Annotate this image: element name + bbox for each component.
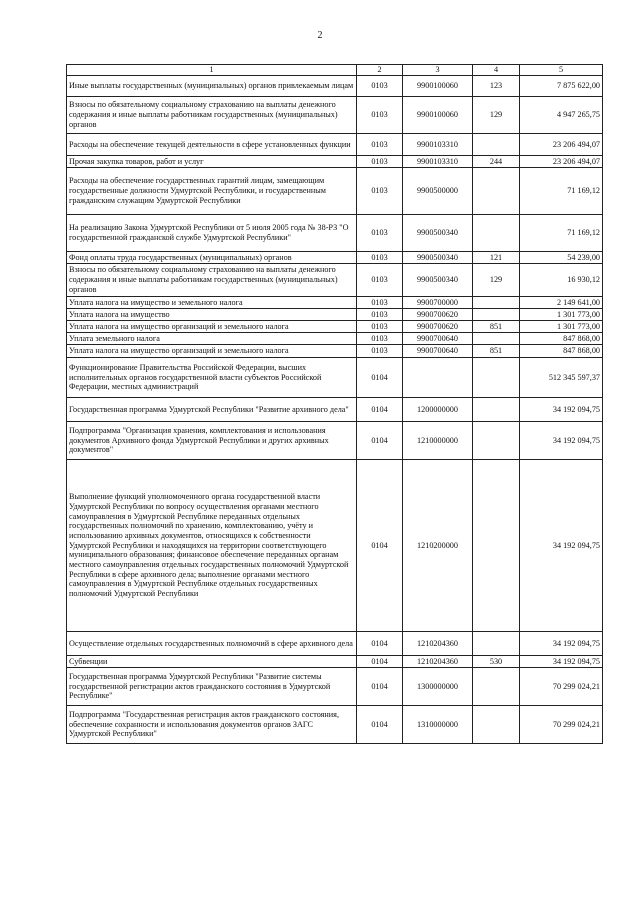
row-amount-cell: 23 206 494,07	[520, 156, 603, 168]
table-row	[67, 321, 603, 333]
table-row	[67, 460, 603, 632]
row-amount-cell: 4 947 265,75	[520, 97, 603, 134]
row-type-cell	[473, 358, 520, 398]
table-body	[67, 76, 603, 744]
row-type-cell	[473, 134, 520, 156]
row-target-cell: 1210200000	[403, 460, 473, 632]
row-target-cell: 9900700640	[403, 333, 473, 345]
row-type-cell	[473, 309, 520, 321]
table-row	[67, 358, 603, 398]
row-section-cell: 0103	[357, 97, 403, 134]
row-name-cell: Осуществление отдельных государственных полномочий в сфере архивного дела	[67, 632, 357, 656]
row-section-cell: 0104	[357, 656, 403, 668]
table-row	[67, 398, 603, 422]
row-type-cell	[473, 297, 520, 309]
row-name-cell: Подпрограмма "Государственная регистрация актов гражданского состояния, обеспечение сохранности и использования документов органов ЗАГС Удмуртской Республики"	[67, 706, 357, 744]
row-amount-cell: 512 345 597,37	[520, 358, 603, 398]
row-section-cell: 0103	[357, 264, 403, 297]
table-row	[67, 97, 603, 134]
row-amount-cell: 70 299 024,21	[520, 668, 603, 706]
row-amount-cell: 70 299 024,21	[520, 706, 603, 744]
table-row	[67, 422, 603, 460]
table-row	[67, 134, 603, 156]
row-name-cell: Расходы на обеспечение текущей деятельности в сфере установленных функции	[67, 134, 357, 156]
header-col-type: 4	[473, 65, 520, 76]
row-target-cell: 1200000000	[403, 398, 473, 422]
row-name-cell: Уплата налога на имущество организаций и земельного налога	[67, 345, 357, 358]
row-name-cell: На реализацию Закона Удмуртской Республики от 5 июля 2005 года № 38-РЗ "О государственной гражданской службе Удмуртской Республики"	[67, 215, 357, 252]
row-target-cell: 9900500340	[403, 264, 473, 297]
header-col-amount: 5	[520, 65, 603, 76]
row-amount-cell: 23 206 494,07	[520, 134, 603, 156]
row-name-cell: Расходы на обеспечение государственных гарантий лицам, замещающим государственные должности Удмуртской Республики, и государственным гражданским служащим Удмуртской Республики	[67, 168, 357, 215]
row-target-cell: 1210204360	[403, 632, 473, 656]
row-name-cell: Уплата налога на имущество	[67, 309, 357, 321]
row-name-cell: Уплата земельного налога	[67, 333, 357, 345]
row-amount-cell: 1 301 773,00	[520, 309, 603, 321]
row-amount-cell: 2 149 641,00	[520, 297, 603, 309]
table-header	[67, 65, 603, 76]
row-target-cell: 9900500340	[403, 215, 473, 252]
header-row	[67, 65, 603, 76]
row-type-cell: 129	[473, 97, 520, 134]
row-target-cell: 1210204360	[403, 656, 473, 668]
row-target-cell: 9900700620	[403, 309, 473, 321]
table-row	[67, 76, 603, 97]
row-amount-cell: 34 192 094,75	[520, 422, 603, 460]
row-target-cell: 9900500000	[403, 168, 473, 215]
row-section-cell: 0104	[357, 398, 403, 422]
row-amount-cell: 71 169,12	[520, 215, 603, 252]
row-target-cell: 9900103310	[403, 156, 473, 168]
row-type-cell: 851	[473, 321, 520, 333]
row-amount-cell: 34 192 094,75	[520, 656, 603, 668]
table-row	[67, 215, 603, 252]
row-section-cell: 0103	[357, 134, 403, 156]
row-section-cell: 0104	[357, 422, 403, 460]
row-amount-cell: 1 301 773,00	[520, 321, 603, 333]
row-section-cell: 0103	[357, 333, 403, 345]
budget-table	[66, 64, 603, 744]
row-name-cell: Фонд оплаты труда государственных (муниципальных) органов	[67, 252, 357, 264]
row-name-cell: Государственная программа Удмуртской Республики "Развитие архивного дела"	[67, 398, 357, 422]
row-section-cell: 0103	[357, 297, 403, 309]
row-name-cell: Уплата налога на имущество и земельного налога	[67, 297, 357, 309]
row-target-cell: 1300000000	[403, 668, 473, 706]
page-number: 2	[317, 30, 323, 41]
table-row	[67, 252, 603, 264]
table-row	[67, 345, 603, 358]
row-type-cell	[473, 668, 520, 706]
row-name-cell: Государственная программа Удмуртской Республики "Развитие системы государственной регистрации актов гражданского состояния в Удмуртской Республике"	[67, 668, 357, 706]
row-target-cell	[403, 358, 473, 398]
row-amount-cell: 54 239,00	[520, 252, 603, 264]
table-row	[67, 706, 603, 744]
row-section-cell: 0103	[357, 309, 403, 321]
header-col-section: 2	[357, 65, 403, 76]
row-type-cell	[473, 398, 520, 422]
row-amount-cell: 16 930,12	[520, 264, 603, 297]
row-type-cell	[473, 706, 520, 744]
row-section-cell: 0104	[357, 358, 403, 398]
row-amount-cell: 7 875 622,00	[520, 76, 603, 97]
row-amount-cell: 847 868,00	[520, 333, 603, 345]
table-row	[67, 156, 603, 168]
row-amount-cell: 34 192 094,75	[520, 632, 603, 656]
row-section-cell: 0103	[357, 345, 403, 358]
table-row	[67, 632, 603, 656]
row-type-cell	[473, 168, 520, 215]
row-type-cell: 244	[473, 156, 520, 168]
row-type-cell: 121	[473, 252, 520, 264]
table-row	[67, 264, 603, 297]
row-name-cell: Функционирование Правительства Российской Федерации, высших исполнительных органов государственной власти субъектов Российской Федерации, местных администраций	[67, 358, 357, 398]
row-target-cell: 9900100060	[403, 76, 473, 97]
row-name-cell: Прочая закупка товаров, работ и услуг	[67, 156, 357, 168]
row-section-cell: 0104	[357, 706, 403, 744]
header-col-name: 1	[67, 65, 357, 76]
row-target-cell: 9900103310	[403, 134, 473, 156]
row-section-cell: 0103	[357, 76, 403, 97]
row-type-cell	[473, 460, 520, 632]
row-target-cell: 1210000000	[403, 422, 473, 460]
table-row	[67, 297, 603, 309]
row-name-cell: Субвенции	[67, 656, 357, 668]
row-type-cell	[473, 632, 520, 656]
row-amount-cell: 847 868,00	[520, 345, 603, 358]
table-row	[67, 333, 603, 345]
row-section-cell: 0104	[357, 460, 403, 632]
row-type-cell	[473, 333, 520, 345]
row-section-cell: 0103	[357, 321, 403, 333]
table-row	[67, 309, 603, 321]
table-row	[67, 668, 603, 706]
row-type-cell	[473, 215, 520, 252]
row-type-cell: 123	[473, 76, 520, 97]
row-target-cell: 9900100060	[403, 97, 473, 134]
row-name-cell: Взносы по обязательному социальному страхованию на выплаты денежного содержания и иные выплаты работникам государственных (муниципальных) органов	[67, 97, 357, 134]
row-section-cell: 0103	[357, 215, 403, 252]
row-name-cell: Подпрограмма "Организация хранения, комплектования и использования документов Архивного фонда Удмуртской Республики и других архивных документов"	[67, 422, 357, 460]
row-type-cell: 530	[473, 656, 520, 668]
row-type-cell: 129	[473, 264, 520, 297]
row-section-cell: 0103	[357, 252, 403, 264]
row-type-cell: 851	[473, 345, 520, 358]
row-target-cell: 9900700620	[403, 321, 473, 333]
row-amount-cell: 71 169,12	[520, 168, 603, 215]
row-target-cell: 9900700000	[403, 297, 473, 309]
header-col-target: 3	[403, 65, 473, 76]
table-row	[67, 656, 603, 668]
row-section-cell: 0104	[357, 632, 403, 656]
row-name-cell: Иные выплаты государственных (муниципальных) органов привлекаемым лицам	[67, 76, 357, 97]
row-section-cell: 0103	[357, 156, 403, 168]
row-target-cell: 9900500340	[403, 252, 473, 264]
row-target-cell: 1310000000	[403, 706, 473, 744]
row-section-cell: 0104	[357, 668, 403, 706]
row-name-cell: Уплата налога на имущество организаций и земельного налога	[67, 321, 357, 333]
row-name-cell: Взносы по обязательному социальному страхованию на выплаты денежного содержания и иные выплаты работникам государственных (муниципальных) органов	[67, 264, 357, 297]
row-type-cell	[473, 422, 520, 460]
row-amount-cell: 34 192 094,75	[520, 398, 603, 422]
table-row	[67, 168, 603, 215]
row-section-cell: 0103	[357, 168, 403, 215]
row-name-cell: Выполнение функций уполномоченного органа государственной власти Удмуртской Республики по вопросу осуществления органами местного самоуправления в Удмуртской Республике переданных отдельных государственных полномочий по хранению, комплектованию, учёту и использованию архивных документов, относящихся к собственности Удмуртской Республики и находящихся на территории соответствующего муниципального образования; финансовое обеспечение переданных органам местного самоуправления отдельных государственных полномочий Удмуртской Республики в сфере архивного дела; выполнение органами местного самоуправления в Удмуртской Республике отдельных государственных полномочий Удмуртской Республики	[67, 460, 357, 632]
row-amount-cell: 34 192 094,75	[520, 460, 603, 632]
row-target-cell: 9900700640	[403, 345, 473, 358]
